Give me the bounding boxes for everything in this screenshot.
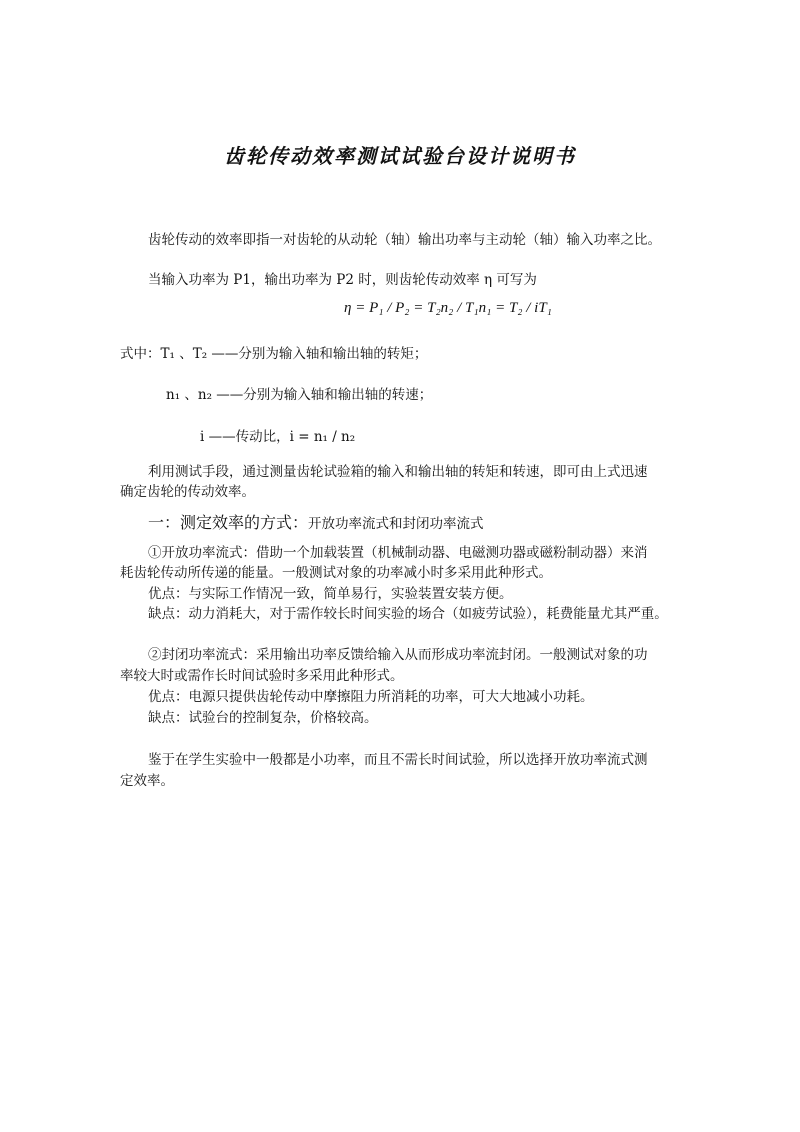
conclusion-line2: 定效率。	[120, 773, 174, 789]
where-speed: n₁ 、n₂ ——分别为输入轴和输出轴的转速；	[166, 387, 433, 403]
efficiency-formula: η = P₁ / P₂ = T₂n₂ / T₁n₁ = T₂ / iT₁	[344, 300, 552, 316]
closed-flow-line2: 率较大时或需作长时间试验时多采用此种形式。	[120, 668, 404, 684]
document-title: 齿轮传动效率测试试验台设计说明书	[224, 144, 576, 168]
section-heading	[148, 510, 484, 533]
section-heading-title: 一：测定效率的方式：	[148, 513, 309, 532]
closed-flow-advantage: 优点：电源只提供齿轮传动中摩擦阻力所消耗的功率，可大大地减小功耗。	[148, 689, 594, 705]
where-ratio: i ——传动比，i = n₁ / n₂	[200, 429, 356, 445]
paragraph-formula-intro: 当输入功率为 P1，输出功率为 P2 时，则齿轮传动效率 η 可写为	[148, 272, 537, 288]
section-heading-subtitle: 开放功率流式和封闭功率流式	[308, 516, 484, 532]
open-flow-disadvantage: 缺点：动力消耗大，对于需作较长时间实验的场合（如疲劳试验），耗费能量尤其严重。	[148, 606, 668, 622]
where-torque: 式中：T₁ 、T₂ ——分别为输入轴和输出轴的转矩；	[120, 346, 428, 362]
open-flow-line1: ①开放功率流式：借助一个加载装置（机械制动器、电磁测功器或磁粉制动器）来消	[148, 545, 648, 561]
open-flow-line2: 耗齿轮传动所传递的能量。一般测试对象的功率减小时多采用此种形式。	[120, 565, 552, 581]
conclusion-line1: 鉴于在学生实验中一般都是小功率，而且不需长时间试验，所以选择开放功率流式测	[148, 752, 648, 768]
closed-flow-disadvantage: 缺点：试验台的控制复杂，价格较高。	[148, 710, 378, 726]
paragraph-method-line2: 确定齿轮的传动效率。	[120, 484, 255, 500]
closed-flow-line1: ②封闭功率流式：采用输出功率反馈给输入从而形成功率流封闭。一般测试对象的功	[148, 647, 648, 663]
paragraph-definition: 齿轮传动的效率即指一对齿轮的从动轮（轴）输出功率与主动轮（轴）输入功率之比。	[148, 232, 661, 248]
paragraph-method-line1: 利用测试手段，通过测量齿轮试验箱的输入和输出轴的转矩和转速，即可由上式迅速	[148, 464, 648, 480]
open-flow-advantage: 优点：与实际工作情况一致，简单易行，实验装置安装方便。	[148, 586, 513, 602]
